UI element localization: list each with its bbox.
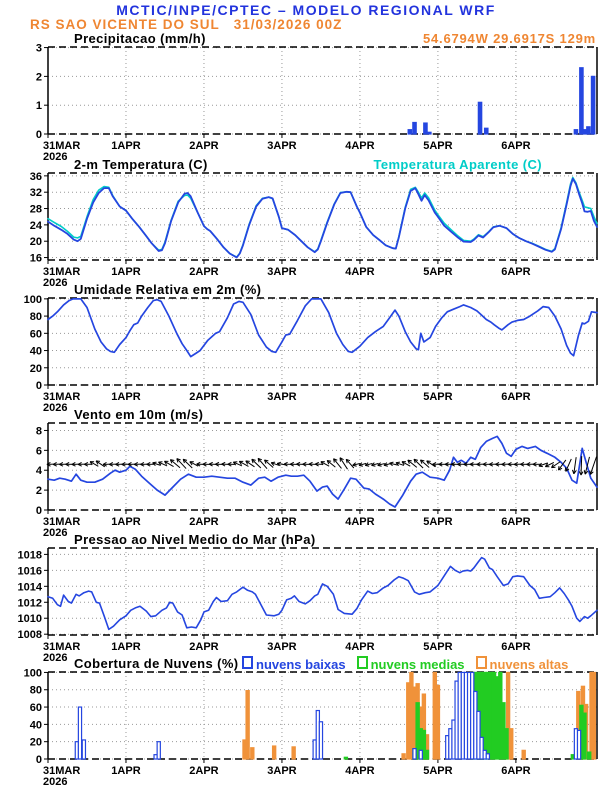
svg-text:0: 0	[35, 754, 42, 766]
panel-wind-titlerow	[0, 407, 612, 422]
svg-text:3APR: 3APR	[267, 516, 297, 528]
svg-text:2APR: 2APR	[189, 140, 219, 152]
svg-text:20: 20	[29, 736, 42, 749]
pressure-chart	[0, 547, 612, 665]
legend-nuvens-baixas	[242, 656, 346, 672]
svg-text:5APR: 5APR	[423, 391, 453, 403]
svg-text:2: 2	[35, 485, 42, 498]
panel-humidity-titlerow	[0, 282, 612, 297]
panel-temperature-titlerow	[0, 157, 612, 172]
svg-text:6APR: 6APR	[501, 140, 531, 152]
temperature-chart	[0, 172, 612, 290]
cloud-cover-chart	[0, 667, 612, 789]
svg-text:60: 60	[29, 328, 42, 341]
svg-text:1APR: 1APR	[111, 516, 141, 528]
svg-text:36: 36	[29, 170, 42, 183]
svg-text:2026: 2026	[43, 527, 68, 539]
svg-text:3APR: 3APR	[267, 391, 297, 403]
page-title: MCTIC/INPE/CPTEC – MODELO REGIONAL WRF	[116, 2, 496, 18]
svg-text:3APR: 3APR	[267, 140, 297, 152]
svg-text:1014: 1014	[17, 581, 42, 594]
svg-text:1APR: 1APR	[111, 391, 141, 403]
panel-title-cloud-cover: Cobertura de Nuvens (%)	[74, 656, 239, 671]
panel-precipitation	[0, 31, 612, 171]
humidity-chart	[0, 293, 612, 415]
svg-text:31MAR: 31MAR	[43, 391, 81, 403]
svg-text:2APR: 2APR	[189, 516, 219, 528]
precipitation-chart	[0, 42, 612, 164]
panel-title-precipitation: Precipitacao (mm/h)	[74, 31, 206, 46]
svg-text:2026: 2026	[43, 277, 68, 289]
station-name-and-run: RS SAO VICENTE DO SUL 31/03/2026 00Z	[30, 17, 343, 32]
wind-chart	[0, 422, 612, 540]
legend-box-icon	[357, 656, 368, 669]
svg-text:1010: 1010	[17, 613, 42, 626]
legend-nuvens-altas	[476, 656, 569, 672]
svg-text:2APR: 2APR	[189, 641, 219, 653]
svg-text:4APR: 4APR	[345, 140, 375, 152]
svg-text:3: 3	[35, 42, 42, 55]
legend-box-icon	[242, 656, 253, 669]
svg-text:3APR: 3APR	[267, 266, 297, 278]
svg-text:1012: 1012	[17, 597, 42, 610]
svg-text:3APR: 3APR	[267, 641, 297, 653]
svg-text:100: 100	[23, 293, 42, 306]
svg-text:5APR: 5APR	[423, 140, 453, 152]
panel-cloud-titlerow	[0, 656, 612, 671]
panel-temperature	[0, 157, 612, 297]
panel-pressure	[0, 532, 612, 672]
svg-text:2APR: 2APR	[189, 765, 219, 777]
svg-text:100: 100	[23, 667, 42, 680]
svg-text:1APR: 1APR	[111, 765, 141, 777]
svg-text:31MAR: 31MAR	[43, 641, 81, 653]
svg-text:6APR: 6APR	[501, 765, 531, 777]
panel-title-pressure: Pressao ao Nivel Medio do Mar (hPa)	[74, 532, 316, 547]
svg-text:28: 28	[29, 203, 42, 216]
svg-text:40: 40	[29, 345, 42, 358]
svg-text:6APR: 6APR	[501, 641, 531, 653]
svg-text:1016: 1016	[17, 565, 42, 578]
svg-text:16: 16	[29, 252, 42, 265]
panel-title-wind: Vento em 10m (m/s)	[74, 407, 204, 422]
panel-pressure-titlerow	[0, 532, 612, 547]
svg-text:6APR: 6APR	[501, 391, 531, 403]
svg-text:5APR: 5APR	[423, 266, 453, 278]
svg-text:2: 2	[35, 71, 42, 84]
svg-text:4APR: 4APR	[345, 516, 375, 528]
svg-text:1APR: 1APR	[111, 266, 141, 278]
svg-text:32: 32	[29, 187, 42, 200]
svg-text:80: 80	[29, 684, 42, 697]
svg-text:2026: 2026	[43, 776, 68, 788]
legend-nuvens-medias	[357, 656, 465, 672]
svg-text:31MAR: 31MAR	[43, 765, 81, 777]
apparent-temperature-label: Temperatura Aparente (C)	[373, 157, 542, 172]
svg-text:31MAR: 31MAR	[43, 266, 81, 278]
svg-text:40: 40	[29, 719, 42, 732]
legend-box-icon	[476, 656, 487, 669]
svg-text:1APR: 1APR	[111, 140, 141, 152]
svg-text:0: 0	[35, 129, 42, 141]
svg-text:31MAR: 31MAR	[43, 516, 81, 528]
cloud-legend	[242, 656, 568, 672]
svg-text:2APR: 2APR	[189, 391, 219, 403]
svg-text:5APR: 5APR	[423, 765, 453, 777]
svg-text:2APR: 2APR	[189, 266, 219, 278]
svg-text:4APR: 4APR	[345, 391, 375, 403]
svg-text:3APR: 3APR	[267, 765, 297, 777]
svg-text:20: 20	[29, 362, 42, 375]
svg-text:60: 60	[29, 702, 42, 715]
svg-text:2026: 2026	[43, 652, 68, 664]
svg-text:80: 80	[29, 311, 42, 324]
panel-title-humidity: Umidade Relativa em 2m (%)	[74, 282, 262, 297]
legend-label: nuvens baixas	[256, 657, 346, 672]
svg-text:4APR: 4APR	[345, 765, 375, 777]
svg-text:6: 6	[35, 445, 42, 458]
svg-text:2026: 2026	[43, 151, 68, 163]
svg-text:2026: 2026	[43, 402, 68, 414]
svg-text:1008: 1008	[17, 629, 42, 642]
svg-text:4: 4	[35, 465, 42, 478]
svg-text:1018: 1018	[17, 549, 42, 562]
panel-cloud-cover	[0, 656, 612, 792]
svg-text:8: 8	[35, 425, 42, 438]
svg-text:0: 0	[35, 380, 42, 392]
svg-text:20: 20	[29, 236, 42, 249]
legend-label: nuvens medias	[370, 657, 465, 672]
svg-text:6APR: 6APR	[501, 516, 531, 528]
station-coordinates: 54.6794W 29.6917S 129m	[423, 31, 596, 46]
svg-text:31MAR: 31MAR	[43, 140, 81, 152]
svg-text:0: 0	[35, 505, 42, 517]
panel-humidity	[0, 282, 612, 422]
svg-text:6APR: 6APR	[501, 266, 531, 278]
svg-text:1APR: 1APR	[111, 641, 141, 653]
svg-text:1: 1	[35, 100, 42, 113]
panel-title-temperature: 2-m Temperatura (C)	[74, 157, 208, 172]
svg-text:4APR: 4APR	[345, 641, 375, 653]
svg-text:5APR: 5APR	[423, 516, 453, 528]
svg-text:24: 24	[29, 219, 42, 232]
panel-wind	[0, 407, 612, 547]
svg-text:5APR: 5APR	[423, 641, 453, 653]
svg-text:4APR: 4APR	[345, 266, 375, 278]
panel-precipitation-titlerow	[0, 31, 612, 46]
legend-label: nuvens altas	[489, 657, 569, 672]
